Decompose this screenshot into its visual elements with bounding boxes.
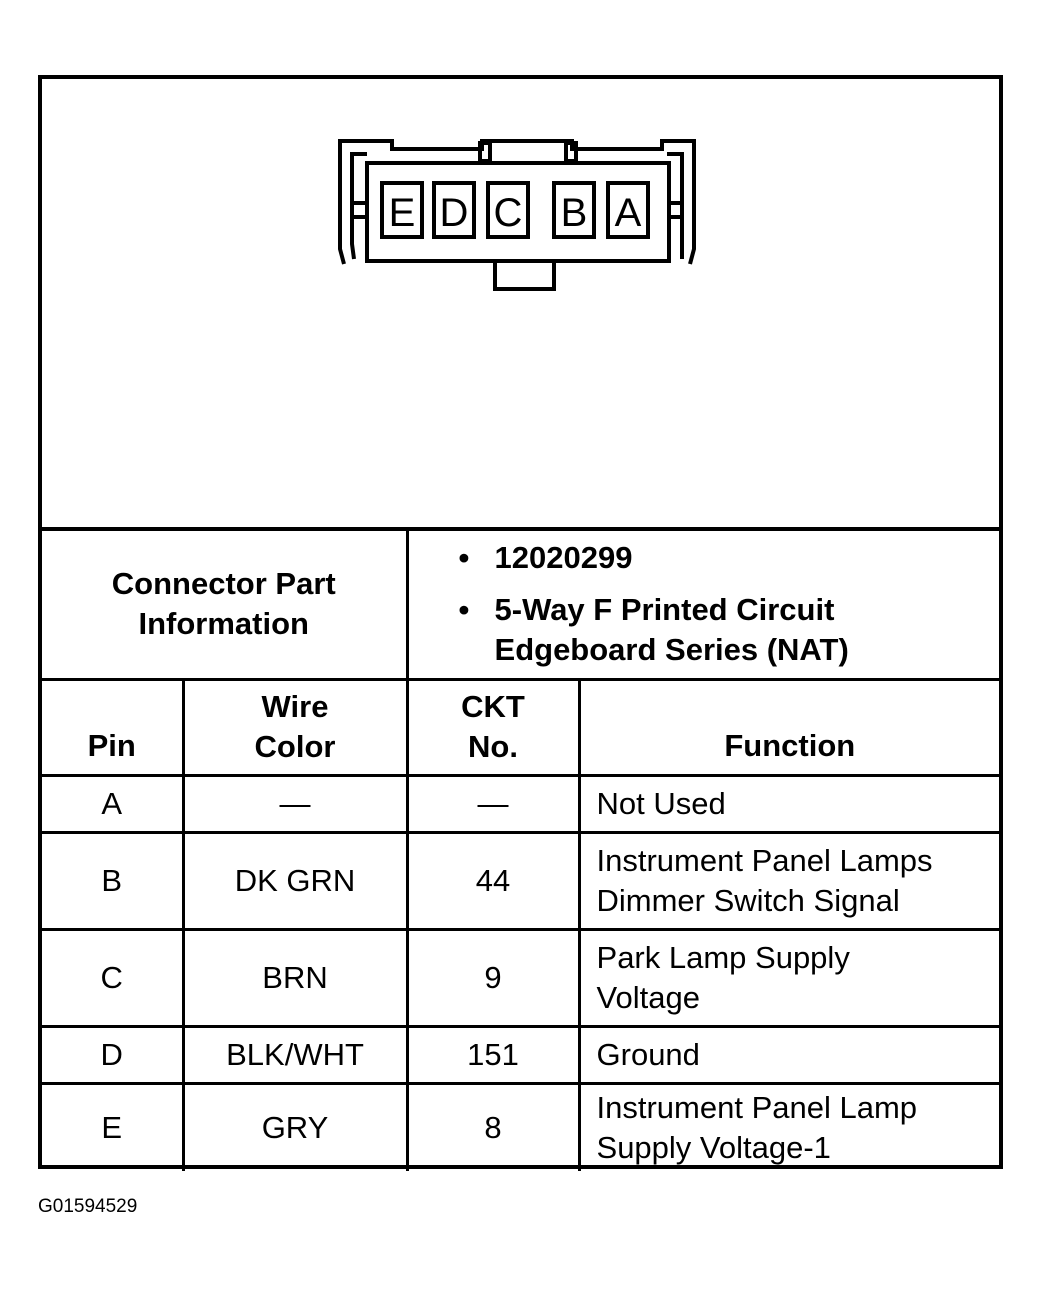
part-info-label-line: Connector Part: [111, 566, 336, 602]
pin-cell: E: [42, 1083, 183, 1171]
connector-pinout-table: [42, 527, 999, 1171]
part-description-line: Edgeboard Series (NAT): [494, 632, 849, 668]
part-number: 12020299: [494, 540, 633, 576]
pin-cell: B: [42, 832, 183, 929]
function-line: Supply Voltage-1: [596, 1129, 831, 1165]
table-row: [42, 832, 999, 929]
function-line: Not Used: [596, 785, 726, 821]
header-wire-color-line: Color: [254, 729, 336, 764]
header-pin: [42, 679, 183, 775]
wire-color-cell: DK GRN: [183, 832, 407, 929]
header-function: [579, 679, 999, 775]
bottom-key: [495, 261, 554, 289]
wire-color-cell: BRN: [183, 929, 407, 1026]
pin-label-d: D: [439, 191, 469, 235]
ckt-cell: 8: [407, 1083, 579, 1171]
wire-color-cell: BLK/WHT: [183, 1026, 407, 1083]
header-ckt-line: No.: [468, 729, 518, 764]
wire-color-cell: GRY: [183, 1083, 407, 1171]
pin-label-b: B: [560, 191, 588, 235]
table-row: [42, 929, 999, 1026]
wire-color-cell: —: [183, 775, 407, 832]
header-ckt-line: CKT: [461, 689, 525, 724]
header-wire-color-line: Wire: [261, 689, 329, 724]
header-row: [42, 679, 999, 775]
part-info-values-cell: [407, 529, 999, 679]
table-row: [42, 1083, 999, 1171]
connector-diagram-area: [42, 79, 999, 527]
ckt-cell: 9: [407, 929, 579, 1026]
pin-label-e: E: [388, 191, 416, 235]
pin-cell: C: [42, 929, 183, 1026]
function-cell: [579, 929, 999, 1026]
pin-cell: A: [42, 775, 183, 832]
function-cell: [579, 1083, 999, 1171]
ckt-cell: 44: [407, 832, 579, 929]
part-number-item: [459, 538, 988, 578]
connector-chart-frame: [38, 75, 1003, 1169]
function-cell: [579, 832, 999, 929]
header-function-text: Function: [724, 727, 856, 763]
table-row: [42, 775, 999, 832]
pin-label-c: C: [493, 191, 523, 235]
function-line: Ground: [596, 1036, 700, 1072]
function-line: Instrument Panel Lamps: [596, 842, 933, 878]
function-line: Park Lamp Supply: [596, 939, 850, 975]
bullet-marker: •: [458, 592, 470, 628]
latch-tab: [480, 143, 490, 161]
part-info-label-line: Information: [138, 606, 309, 642]
ckt-cell: —: [407, 775, 579, 832]
header-ckt-no: [407, 679, 579, 775]
part-description-line: 5-Way F Printed Circuit: [494, 592, 835, 628]
bullet-marker: •: [458, 540, 470, 576]
table-row: [42, 1026, 999, 1083]
function-cell: [579, 1026, 999, 1083]
function-line: Dimmer Switch Signal: [596, 882, 900, 918]
ckt-cell: 151: [407, 1026, 579, 1083]
header-pin-text: Pin: [87, 727, 136, 763]
pin-cell: D: [42, 1026, 183, 1083]
function-cell: [579, 775, 999, 832]
part-description-item: [459, 590, 988, 670]
figure-id: G01594529: [38, 1196, 138, 1217]
part-description: [495, 590, 988, 670]
part-info-label-cell: [42, 529, 407, 679]
part-info-row: [42, 529, 999, 679]
header-wire-color: [183, 679, 407, 775]
function-line: Voltage: [596, 979, 700, 1015]
function-line: Instrument Panel Lamp: [596, 1089, 918, 1125]
housing-left-wall: [352, 154, 367, 259]
pin-label-a: A: [614, 191, 642, 235]
connector-face-drawing: [42, 79, 999, 527]
